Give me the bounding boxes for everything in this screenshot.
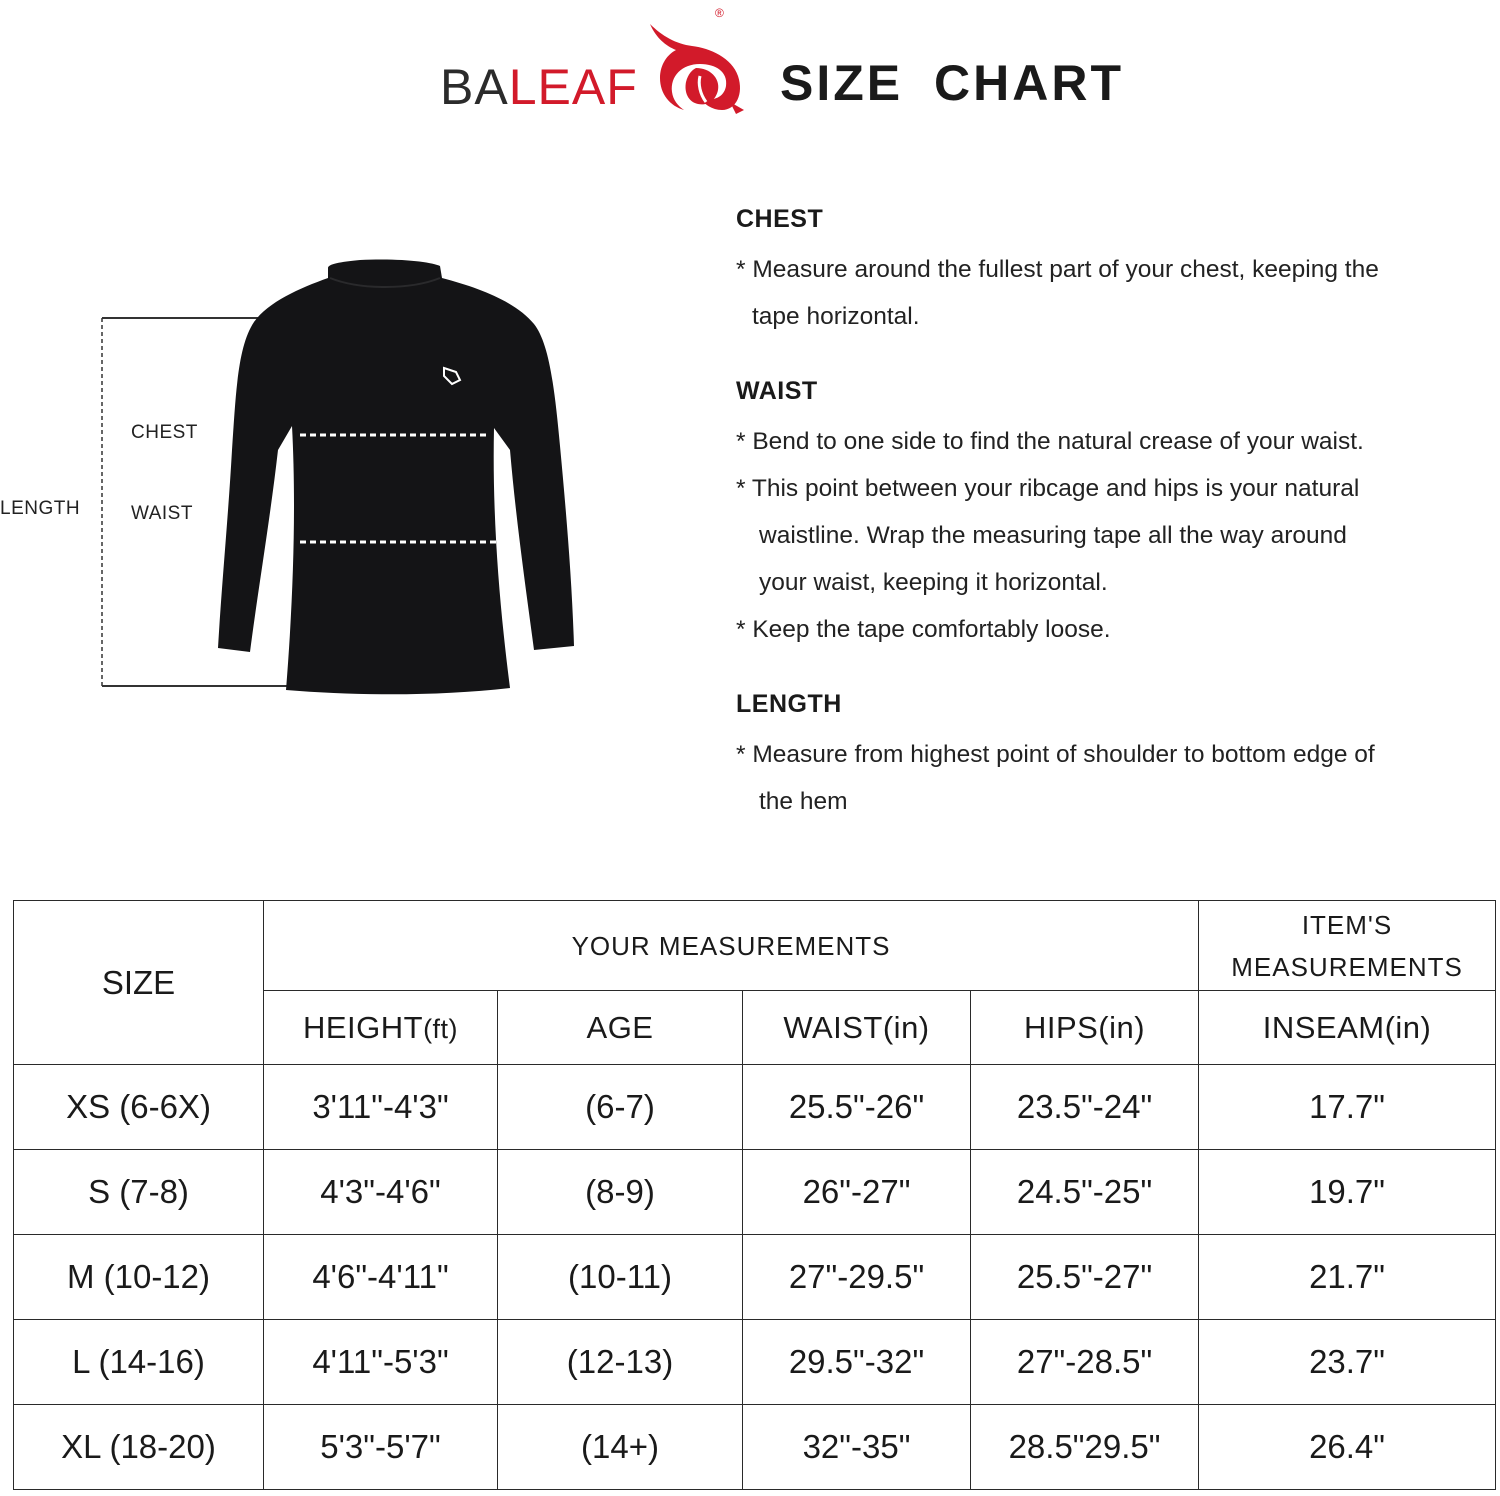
waist-cell: 25.5"-26"	[743, 1065, 971, 1150]
chest-label: CHEST	[131, 422, 198, 443]
measurement-instructions	[736, 205, 1476, 862]
waist-cell: 32"-35"	[743, 1405, 971, 1490]
waist-cell: 27"-29.5"	[743, 1235, 971, 1320]
table-row	[14, 1065, 1496, 1150]
age-cell: (6-7)	[498, 1065, 743, 1150]
height-cell: 5'3"-5'7"	[264, 1405, 498, 1490]
length-label: LENGTH	[0, 498, 81, 519]
instruction-line: * This point between your ribcage and hips is your natural	[736, 475, 1360, 502]
table-row	[14, 1235, 1496, 1320]
waist-cell: 26"-27"	[743, 1150, 971, 1235]
size-cell: M (10-12)	[14, 1235, 264, 1320]
age-cell: (10-11)	[498, 1235, 743, 1320]
size-cell: XS (6-6X)	[14, 1065, 264, 1150]
brand-name-part1: BA	[440, 59, 509, 115]
age-header: AGE	[498, 991, 743, 1065]
instruction-line: tape horizontal.	[752, 303, 920, 330]
inseam-header: INSEAM(in)	[1199, 991, 1496, 1065]
section-title: WAIST	[736, 377, 818, 405]
age-cell: (14+)	[498, 1405, 743, 1490]
inseam-cell: 23.7"	[1199, 1320, 1496, 1405]
brand-name-part2: LEAF	[508, 59, 638, 115]
section-title: CHEST	[736, 205, 824, 233]
hips-header: HIPS(in)	[971, 991, 1199, 1065]
inseam-cell: 21.7"	[1199, 1235, 1496, 1320]
table-row	[14, 1320, 1496, 1405]
items-measurements-line2: MEASUREMENTS	[1231, 951, 1463, 982]
waist-header: WAIST(in)	[743, 991, 971, 1065]
leaf-logo-icon	[640, 6, 750, 116]
waist-section	[736, 377, 1476, 653]
inseam-cell: 17.7"	[1199, 1065, 1496, 1150]
hips-cell: 28.5"29.5"	[971, 1405, 1199, 1490]
size-cell: S (7-8)	[14, 1150, 264, 1235]
height-header	[264, 991, 498, 1065]
instruction-line: * Keep the tape comfortably loose.	[736, 616, 1111, 643]
table-row	[14, 1150, 1496, 1235]
waist-cell: 29.5"-32"	[743, 1320, 971, 1405]
height-label: HEIGHT	[302, 1009, 424, 1045]
instruction-line: the hem	[759, 788, 848, 815]
size-header: SIZE	[14, 901, 264, 1065]
registered-mark: ®	[715, 6, 724, 20]
instruction-line: * Measure from highest point of shoulder to bottom edge of	[736, 741, 1375, 768]
brand-logo	[440, 6, 724, 115]
height-cell: 4'6"-4'11"	[264, 1235, 498, 1320]
chest-section	[736, 205, 1476, 340]
inseam-cell: 26.4"	[1199, 1405, 1496, 1490]
height-unit: (ft)	[423, 1013, 459, 1044]
height-cell: 3'11"-4'3"	[264, 1065, 498, 1150]
size-chart-table	[13, 900, 1496, 1490]
measurement-diagram	[0, 250, 640, 710]
height-cell: 4'11"-5'3"	[264, 1320, 498, 1405]
items-measurements-header	[1199, 901, 1496, 991]
instruction-line: * Measure around the fullest part of your chest, keeping the	[736, 256, 1379, 283]
your-measurements-header: YOUR MEASUREMENTS	[264, 901, 1199, 991]
hips-cell: 24.5"-25"	[971, 1150, 1199, 1235]
instruction-line: your waist, keeping it horizontal.	[759, 569, 1108, 596]
hips-cell: 23.5"-24"	[971, 1065, 1199, 1150]
hips-cell: 27"-28.5"	[971, 1320, 1199, 1405]
shirt-illustration	[0, 250, 640, 710]
hips-cell: 25.5"-27"	[971, 1235, 1199, 1320]
size-cell: XL (18-20)	[14, 1405, 264, 1490]
waist-label: WAIST	[131, 503, 193, 524]
age-cell: (12-13)	[498, 1320, 743, 1405]
age-cell: (8-9)	[498, 1150, 743, 1235]
table-row	[14, 1405, 1496, 1490]
items-measurements-line1: ITEM'S	[1301, 909, 1393, 940]
size-cell: L (14-16)	[14, 1320, 264, 1405]
instruction-line: * Bend to one side to find the natural crease of your waist.	[736, 428, 1364, 455]
section-title: LENGTH	[736, 690, 842, 718]
table-header-row	[14, 901, 1496, 991]
height-cell: 4'3"-4'6"	[264, 1150, 498, 1235]
page-title: SIZE CHART	[780, 55, 1124, 111]
inseam-cell: 19.7"	[1199, 1150, 1496, 1235]
instruction-line: waistline. Wrap the measuring tape all the way around	[759, 522, 1347, 549]
length-section	[736, 690, 1476, 825]
